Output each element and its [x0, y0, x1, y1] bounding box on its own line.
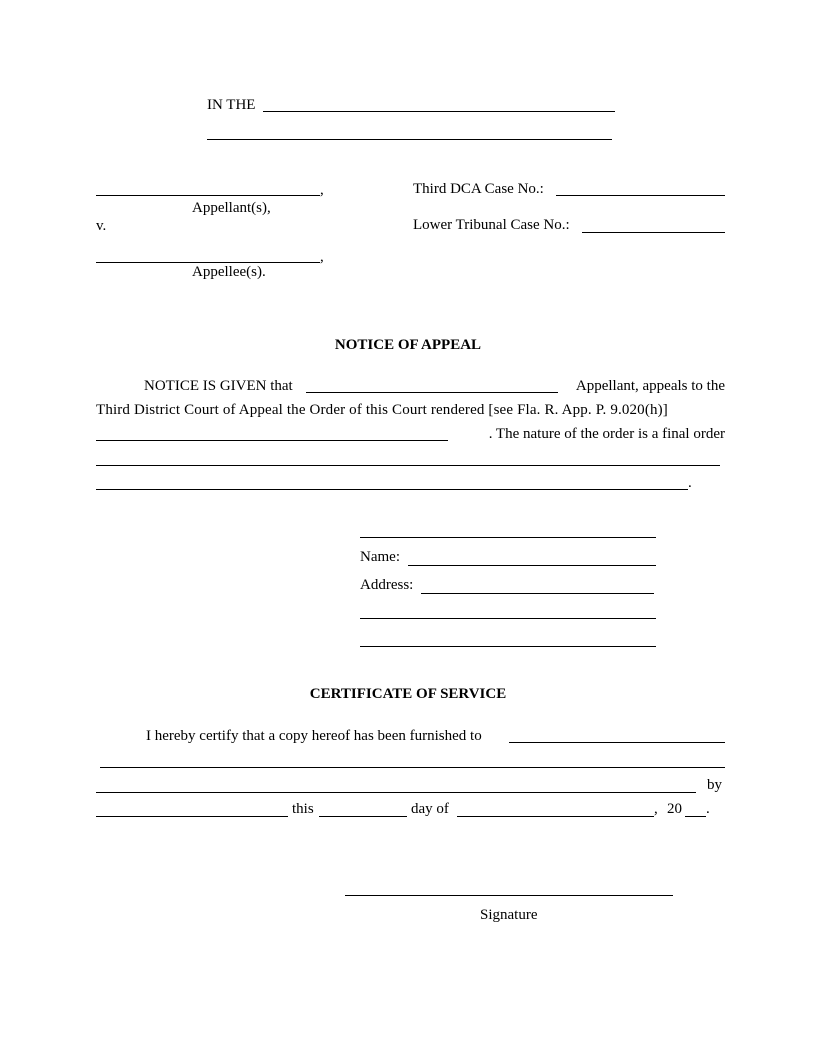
certificate-line1: I hereby certify that a copy hereof has been furnished to	[146, 728, 482, 744]
served-party-field-1[interactable]	[509, 742, 725, 743]
lower-case-no-field[interactable]	[582, 232, 725, 233]
court-header-label: IN THE	[207, 97, 256, 113]
certificate-signature-field[interactable]	[345, 895, 673, 896]
service-method-field[interactable]	[96, 792, 696, 793]
appellant-name-field[interactable]	[96, 195, 320, 196]
name-field[interactable]	[408, 565, 656, 566]
appellant-label: Appellant(s),	[192, 200, 271, 216]
certificate-day-of-label: day of	[411, 801, 449, 817]
notice-title: NOTICE OF APPEAL	[334, 337, 482, 353]
order-nature-field-2[interactable]	[96, 489, 688, 490]
signature-label: Signature	[480, 907, 538, 923]
certificate-title: CERTIFICATE OF SERVICE	[309, 686, 507, 702]
case-no-label: Third DCA Case No.:	[413, 181, 544, 197]
order-date-field[interactable]	[96, 440, 448, 441]
certificate-year-prefix: 20	[667, 801, 682, 817]
address-field-2[interactable]	[360, 618, 656, 619]
certificate-comma: ,	[654, 801, 658, 817]
court-location-field[interactable]	[207, 139, 612, 140]
appellee-comma: ,	[320, 249, 324, 265]
order-nature-field-1[interactable]	[96, 465, 720, 466]
certificate-this-label: this	[292, 801, 314, 817]
address-label: Address:	[360, 577, 414, 593]
versus-label: v.	[96, 218, 107, 234]
service-day-field[interactable]	[319, 816, 407, 817]
certificate-end-period: .	[706, 801, 710, 817]
service-year-field[interactable]	[685, 816, 706, 817]
name-label: Name:	[360, 549, 400, 565]
service-month-field[interactable]	[457, 816, 654, 817]
certificate-by-label: by	[707, 777, 722, 793]
attorney-signature-field[interactable]	[360, 537, 656, 538]
notice-line1-prefix: NOTICE IS GIVEN that	[144, 378, 293, 394]
notice-line1-suffix: Appellant, appeals to the	[575, 378, 725, 394]
court-name-field[interactable]	[263, 111, 615, 112]
lower-case-no-label: Lower Tribunal Case No.:	[413, 217, 570, 233]
address-field-3[interactable]	[360, 646, 656, 647]
appellant-comma: ,	[320, 182, 324, 198]
appellee-label: Appellee(s).	[192, 264, 266, 280]
case-no-field[interactable]	[556, 195, 725, 196]
notice-end-period: .	[688, 475, 692, 491]
server-name-field[interactable]	[96, 816, 288, 817]
served-party-field-2[interactable]	[100, 767, 725, 768]
notice-line3-suffix: . The nature of the order is a final order	[488, 426, 725, 442]
address-field-1[interactable]	[421, 593, 654, 594]
notice-line2: Third District Court of Appeal the Order of this Court rendered [see Fla. R. App. P. 9.020(h)]	[96, 402, 668, 418]
appellant-party-field[interactable]	[306, 392, 558, 393]
